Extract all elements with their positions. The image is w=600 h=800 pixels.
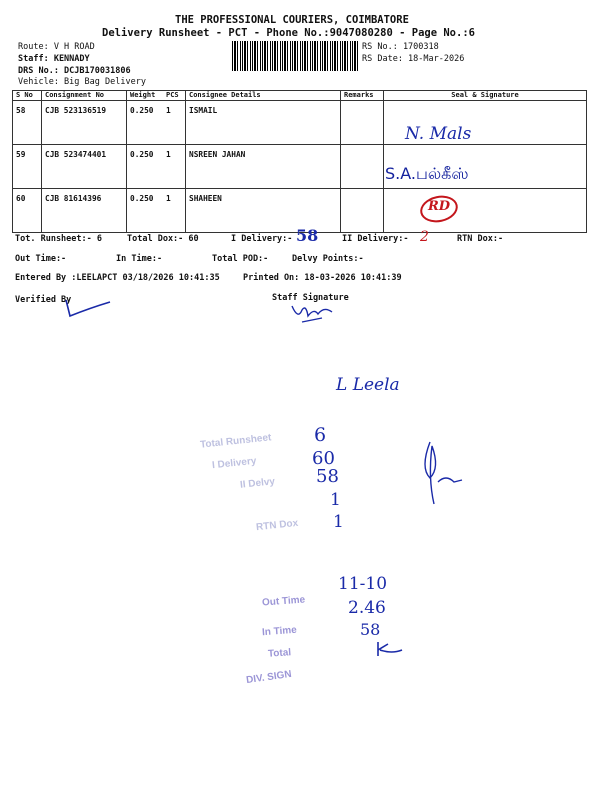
stamp-line: Total Runsheet [199, 432, 272, 451]
runsheet-table [12, 90, 587, 233]
row-pcs: 1 [163, 145, 186, 189]
row-pcs: 1 [163, 189, 186, 233]
ii-delivery-handwritten: 2 [420, 229, 429, 245]
stamp-line: DIV. SIGN [245, 668, 293, 687]
barcode [232, 41, 358, 71]
tally-value: 60 [312, 448, 335, 469]
stamp-line: Out Time [261, 594, 306, 609]
company-title: THE PROFESSIONAL COURIERS, COIMBATORE [175, 14, 409, 26]
table-header-row [13, 91, 587, 101]
row-weight: 0.250 [127, 101, 164, 145]
row-remarks [341, 101, 384, 145]
col-weight: Weight [127, 91, 164, 101]
total-dox: Total Dox:- 60 [127, 234, 199, 244]
rs-no: RS No.: 1700318 [362, 42, 439, 52]
row-sno: 58 [13, 101, 42, 145]
tot-runsheet: Tot. Runsheet:- 6 [15, 234, 102, 244]
staff-signature [288, 300, 338, 326]
col-consignee: Consignee Details [186, 91, 341, 101]
stamp-line: RTN Dox [255, 517, 299, 534]
col-consignment: Consignment No [42, 91, 127, 101]
tally-value: 1 [333, 512, 344, 532]
col-pcs: PCS [163, 91, 186, 101]
row-consignment: CJB 81614396 [42, 189, 127, 233]
table-row [13, 145, 587, 189]
scribble-signature [410, 438, 470, 510]
col-remarks: Remarks [341, 91, 384, 101]
col-sno: S No [13, 91, 42, 101]
runsheet-subtitle: Delivery Runsheet - PCT - Phone No.:9047080280 - Page No.:6 [102, 27, 475, 39]
row-signature-cell [384, 189, 587, 233]
row-consignee: ISMAIL [186, 101, 341, 145]
out-time: Out Time:- [15, 254, 67, 264]
staff-label: Staff: KENNADY [18, 54, 90, 64]
verified-by: Verified By [15, 295, 72, 305]
signature-row-58: N. Mals [405, 124, 472, 144]
rs-date: RS Date: 18-Mar-2026 [362, 54, 465, 64]
row-weight: 0.250 [127, 145, 164, 189]
route-label: Route: V H ROAD [18, 42, 95, 52]
stamp-line: In Time [261, 624, 298, 639]
entered-by: Entered By :LEELAPCT 03/18/2026 10:41:35 [15, 273, 220, 283]
handwritten-initial-mark [372, 640, 412, 660]
stamp-line: I Delivery [211, 455, 257, 472]
drs-label: DRS No.: DCJB170031806 [18, 66, 131, 76]
tally-value: 6 [314, 424, 327, 446]
stamp-line: II Delvy [239, 476, 276, 491]
total-pod: Total POD:- [212, 254, 269, 264]
signature-row-59: S.A.பல்கீஸ் [385, 164, 469, 183]
row-pcs: 1 [163, 101, 186, 145]
i-delivery-label: I Delivery:- [231, 234, 293, 244]
staff-signature-label: Staff Signature [272, 293, 349, 303]
in-time: In Time:- [116, 254, 163, 264]
row-weight: 0.250 [127, 189, 164, 233]
signature-row-60: RD [428, 199, 451, 214]
handwritten-initials: L Leela [336, 375, 400, 395]
handwritten-count: 58 [360, 620, 381, 639]
row-sno: 59 [13, 145, 42, 189]
row-consignment: CJB 523474401 [42, 145, 127, 189]
row-consignment: CJB 523136519 [42, 101, 127, 145]
vehicle-label: Vehicle: Big Bag Delivery [18, 77, 146, 87]
row-sno: 60 [13, 189, 42, 233]
row-remarks [341, 145, 384, 189]
tally-value: 1 [330, 490, 341, 510]
col-seal-signature: Seal & Signature [384, 91, 587, 101]
printed-on: Printed On: 18-03-2026 10:41:39 [243, 273, 402, 283]
row-remarks [341, 189, 384, 233]
handwritten-time: 2.46 [348, 598, 386, 618]
delvy-points: Delvy Points:- [292, 254, 364, 264]
rtn-dox: RTN Dox:- [457, 234, 504, 244]
ii-delivery-label: II Delivery:- [342, 234, 409, 244]
row-consignee: SHAHEEN [186, 189, 341, 233]
row-consignee: NSREEN JAHAN [186, 145, 341, 189]
verified-signature [60, 296, 120, 320]
table-row [13, 101, 587, 145]
i-delivery-handwritten: 58 [296, 226, 319, 245]
stamp-line: Total [267, 647, 292, 660]
tally-value: 58 [316, 466, 339, 487]
handwritten-time: 11-10 [338, 574, 388, 594]
